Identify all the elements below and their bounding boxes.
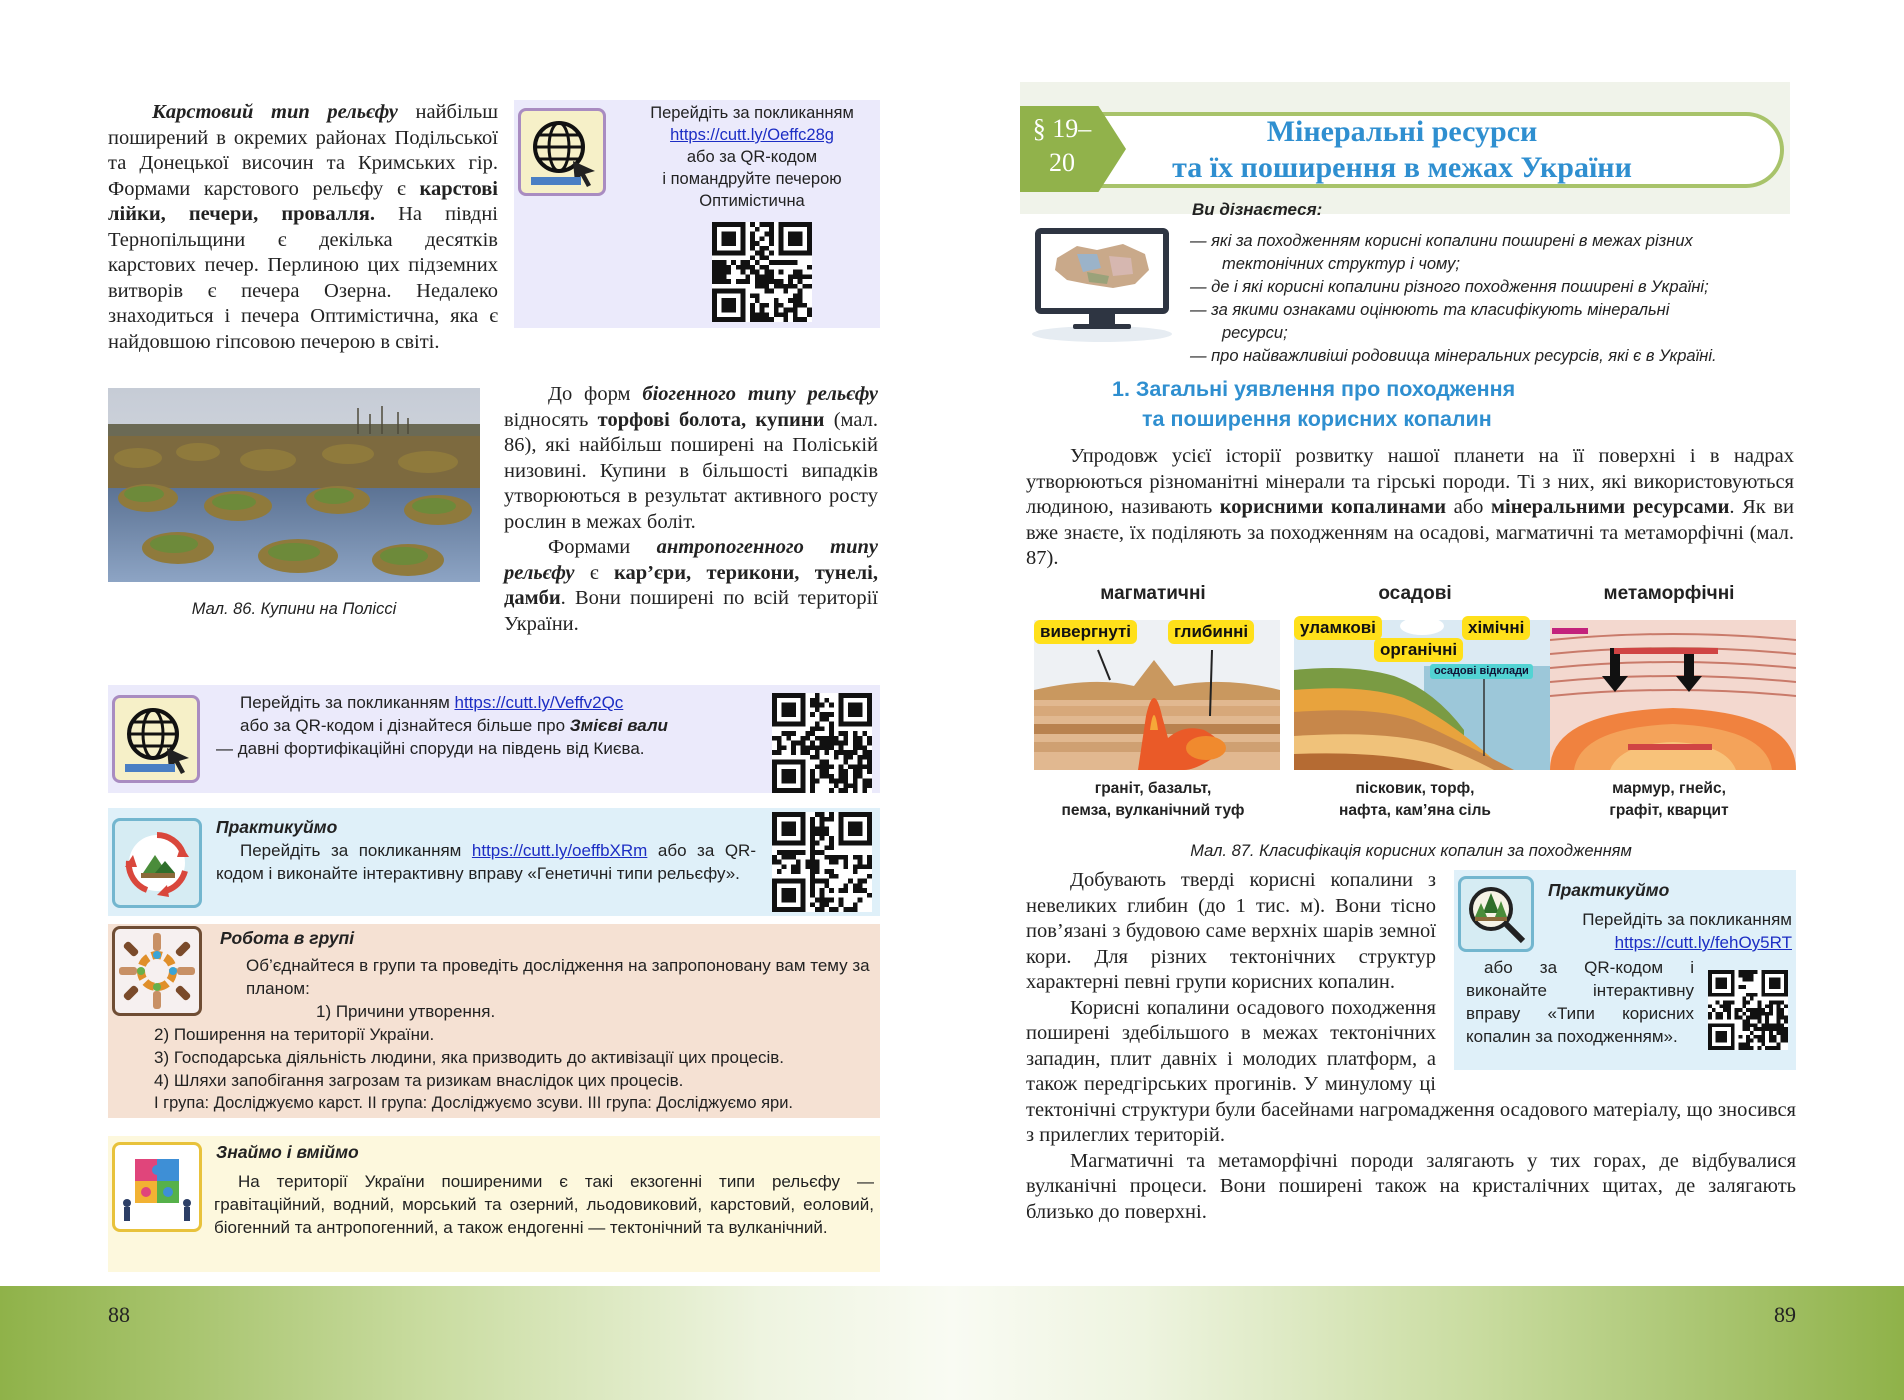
plan-item-1: 1) Причини утворення. — [316, 1002, 496, 1021]
igneous-examples-2: пемза, вулканічний туф — [1061, 802, 1245, 819]
practice-text: або за QR-кодом і виконайте інтерактивну вправу «Типи корисних копалин за походженням». — [1466, 958, 1694, 1046]
igneous-title: магматичні — [1100, 583, 1206, 604]
page-number: 89 — [1774, 1302, 1796, 1327]
zmiievi-valy-text — [216, 691, 746, 760]
intro-paragraph — [1026, 444, 1794, 572]
karst-forms: карстові лійки, печери, провалля. — [108, 177, 498, 225]
qr-code[interactable] — [772, 693, 872, 793]
lower-paragraphs — [1026, 868, 1796, 1225]
page-footer-band — [952, 1286, 1904, 1400]
learn-title: Ви дізнаєтеся: — [1192, 200, 1323, 219]
term-useful-minerals: корисними копалинами — [1219, 496, 1447, 518]
page-number: 88 — [108, 1302, 130, 1327]
subsection-title-line2: та поширення корисних копалин — [1142, 407, 1492, 431]
karst-term: Карстовий тип рельєфу — [152, 101, 398, 123]
anthro-term: антропогенного типу рельєфу — [504, 536, 878, 584]
recycle-landscape-icon — [112, 818, 202, 908]
link-intro: Перейдіть за покликанням — [650, 104, 854, 122]
karst-paragraph — [108, 100, 878, 355]
practice-intro: Перейдіть за покликанням — [1582, 910, 1792, 929]
link-line4: Оптимістична — [699, 192, 805, 210]
learn-list — [1190, 230, 1760, 368]
tag-organic: органічні — [1374, 638, 1463, 662]
bio-forms: торфові болота, купини — [597, 408, 825, 431]
practice-text-b: або за QR-кодом і виконайте інтерактивну вправу «Генетичні типи рельєфу». — [216, 841, 756, 883]
igneous-examples-1: граніт, базальт, — [1094, 780, 1212, 797]
tag-chemical: хімічні — [1462, 616, 1530, 640]
term-mineral-resources: мінеральними ресурсами — [1491, 496, 1730, 518]
plan-item-3: 3) Господарська діяльність людини, яка призводить до активізації цих процесів. — [154, 1048, 785, 1067]
anthro-text-b: є — [574, 561, 614, 584]
anthro-text-c: . Вони поширені по всій території України. — [504, 587, 878, 635]
metamorphic-title: метаморфічні — [1603, 583, 1735, 604]
igneous-column — [1028, 580, 1278, 819]
metamorphism-diagram — [1550, 620, 1796, 770]
monitor-map-icon — [1027, 224, 1177, 344]
anthro-text-a: Формами — [548, 536, 657, 558]
link-intro: Перейдіть за покликанням — [240, 693, 455, 712]
section-title — [1112, 114, 1692, 186]
tag-intrusive: глибинні — [1168, 620, 1254, 644]
sedimentary-examples — [1290, 778, 1540, 822]
practice-box-genetic — [108, 808, 880, 916]
link-line3: — давні фортифікаційні споруди на південь від Києва. — [216, 739, 645, 758]
sedimentary-title: осадові — [1378, 583, 1452, 604]
metamorphic-examples-1: мармур, гнейс, — [1612, 780, 1726, 797]
practice-link[interactable]: https://cutt.ly/oeffbXRm — [471, 841, 648, 860]
section-heading — [1020, 82, 1790, 214]
practice-link[interactable]: https://cutt.ly/fehOy5RT — [1614, 933, 1792, 952]
section-title-line2: та їх поширення в межах України — [1172, 151, 1632, 184]
section-number: § 19–20 — [1032, 114, 1092, 177]
zmiievi-valy-link-box — [108, 685, 880, 793]
tag-clastic: уламкові — [1294, 616, 1382, 640]
group-intro: Об’єднайтеся в групи та проведіть дослідження на запропоновану вам тему за планом: — [246, 956, 870, 998]
plan-item-4: 4) Шляхи запобігання загрозам та ризикам внаслідок цих процесів. — [154, 1071, 684, 1090]
practice-text-a: Перейдіть за покликанням — [240, 841, 472, 860]
puzzle-people-icon — [112, 1142, 202, 1232]
practice-title: Практикуймо — [1548, 880, 1670, 900]
metamorphic-examples — [1544, 778, 1794, 822]
qr-code[interactable] — [772, 812, 872, 912]
subsection-title — [1112, 374, 1612, 434]
biogenic-paragraphs — [108, 382, 878, 637]
group-work-title: Робота в групі — [220, 928, 355, 948]
subsection-title-line1: 1. Загальні уявлення про походження — [1112, 377, 1516, 401]
bio-text-b: відносять — [504, 408, 598, 431]
bio-term: біогенного типу рельєфу — [642, 383, 878, 405]
practice-title: Практикуймо — [216, 817, 338, 837]
link-line2: або за QR-кодом і дізнайтеся більше про — [240, 716, 570, 735]
tag-extrusive: вивергнуті — [1034, 620, 1137, 644]
paragraph-igneous-metamorphic: Магматичні та метаморфічні породи залягають у тих горах, де відбувалися вулканічні процеси. Вони поширені також на кристалічних щитах, де залягають близько до поверхні. — [1026, 1149, 1796, 1223]
page-89 — [952, 0, 1904, 1400]
practice-text — [216, 816, 756, 885]
sedimentary-column — [1290, 580, 1540, 819]
intro-text-c: . Як ви вже знаєте, їх поділяють за походженням на осадові, магматичні та метаморфічні (мал. 87). — [1026, 496, 1794, 569]
tag-sediments: осадові відклади — [1430, 664, 1533, 679]
cave-link[interactable]: https://cutt.ly/Oeffc28g — [670, 126, 834, 144]
paragraph-sedimentary: Корисні копалини осадового походження поширені здебільшого в межах тектонічних западин, плит давніх і молодих платформ, а також передгірських прогинів. У минулому ці тектонічні структури були басейнами нагромадження осадового матеріалу, що зносився з прилеглих територій. — [1026, 996, 1796, 1146]
learn-item-2: — де і які корисні копалини різного походження поширені в Україні; — [1190, 278, 1709, 296]
group-work-text — [146, 954, 878, 1115]
figure-87 — [1026, 580, 1796, 830]
learn-item-1: — які за походженням корисні копалини поширені в межах різних — [1190, 232, 1693, 250]
group-work-box — [108, 924, 880, 1118]
learn-item-4: — про найважливіші родовища мінеральних ресурсів, які є в Україні. — [1190, 347, 1717, 365]
karst-text-1: найбільш поширений в окремих районах Подільської та Донецької височин та Кримських гір. Формами карстового рельєфу є — [108, 101, 499, 200]
link-line3: і помандруйте печерою — [662, 170, 842, 188]
plan-item-2: 2) Поширення на території України. — [154, 1025, 435, 1044]
anthro-forms: кар’єри, терикони, тунелі, дамби — [504, 561, 878, 609]
figure-86-caption: Мал. 86. Купини на Поліссі — [191, 600, 397, 618]
know-text: На території України поширеними є такі екзогенні типи рельєфу — гравітаційний, водний, морський та озерний, льодовиковий, карстовий, еоловий, біогенний та антропогенний, а також ендогенні — тектонічний та вулканічний. — [214, 1172, 874, 1237]
metamorphic-examples-2: графіт, кварцит — [1609, 802, 1729, 819]
learn-item-3-cont: ресурси; — [1222, 324, 1288, 342]
igneous-examples — [1028, 778, 1278, 822]
zmiievi-valy-term: Змієві вали — [569, 716, 668, 735]
bio-text-a: До форм — [548, 383, 643, 405]
karst-text-2: На півдні Тернопільщини є декілька десятків карстових печер. Перлиною цих підземних витворів є печера Озерна. Недалеко знаходиться і печера Оптимістична, яка є найдовшою гіпсовою печерою в світі. — [108, 203, 498, 353]
know-title: Знаймо і вміймо — [216, 1142, 359, 1162]
paragraph-hard-minerals: Добувають тверді корисні копалини з невеликих глибин (до 1 тис. м). Вони тісно пов’язані з будовою саме верхніх шарів земної кори. Для різних тектонічних структур характерні певні групи корисних копалин. — [1026, 869, 1436, 993]
globe-icon — [112, 695, 200, 783]
figure-87-caption: Мал. 87. Класифікація корисних копалин за походженням — [1190, 842, 1632, 860]
group-assignments: І група: Досліджуємо карст. ІІ група: Досліджуємо зсуви. ІІІ група: Досліджуємо яри. — [154, 1094, 794, 1112]
sedimentary-examples-2: нафта, кам’яна сіль — [1339, 802, 1491, 819]
metamorphic-column — [1544, 580, 1794, 819]
intro-text-b: або — [1446, 496, 1492, 518]
learn-item-3: — за якими ознаками оцінюють та класифікують мінеральні — [1190, 301, 1670, 319]
link-line2: або за QR-кодом — [686, 148, 818, 166]
sedimentary-examples-1: пісковик, торф, — [1355, 780, 1475, 797]
intro-text-a: Упродовж усієї історії розвитку нашої планети на її поверхні і в надрах утворюються різноманітні мінерали та гірські породи. Ті з них, які використовуються людиною, називають — [1026, 445, 1794, 518]
learn-item-1-cont: тектонічних структур і чому; — [1222, 255, 1460, 273]
page-footer-band — [0, 1286, 952, 1400]
bio-text-c: (мал. 86), які найбільш поширені на Поліській низовині. Купини в більшості випадків утворюються в результат активного росту рослин в межах боліт. — [504, 408, 879, 533]
section-title-line1: Мінеральні ресурси — [1266, 115, 1538, 148]
know-and-can-box — [108, 1136, 880, 1272]
zmiievi-valy-link[interactable]: https://cutt.ly/Veffv2Qc — [454, 693, 624, 712]
